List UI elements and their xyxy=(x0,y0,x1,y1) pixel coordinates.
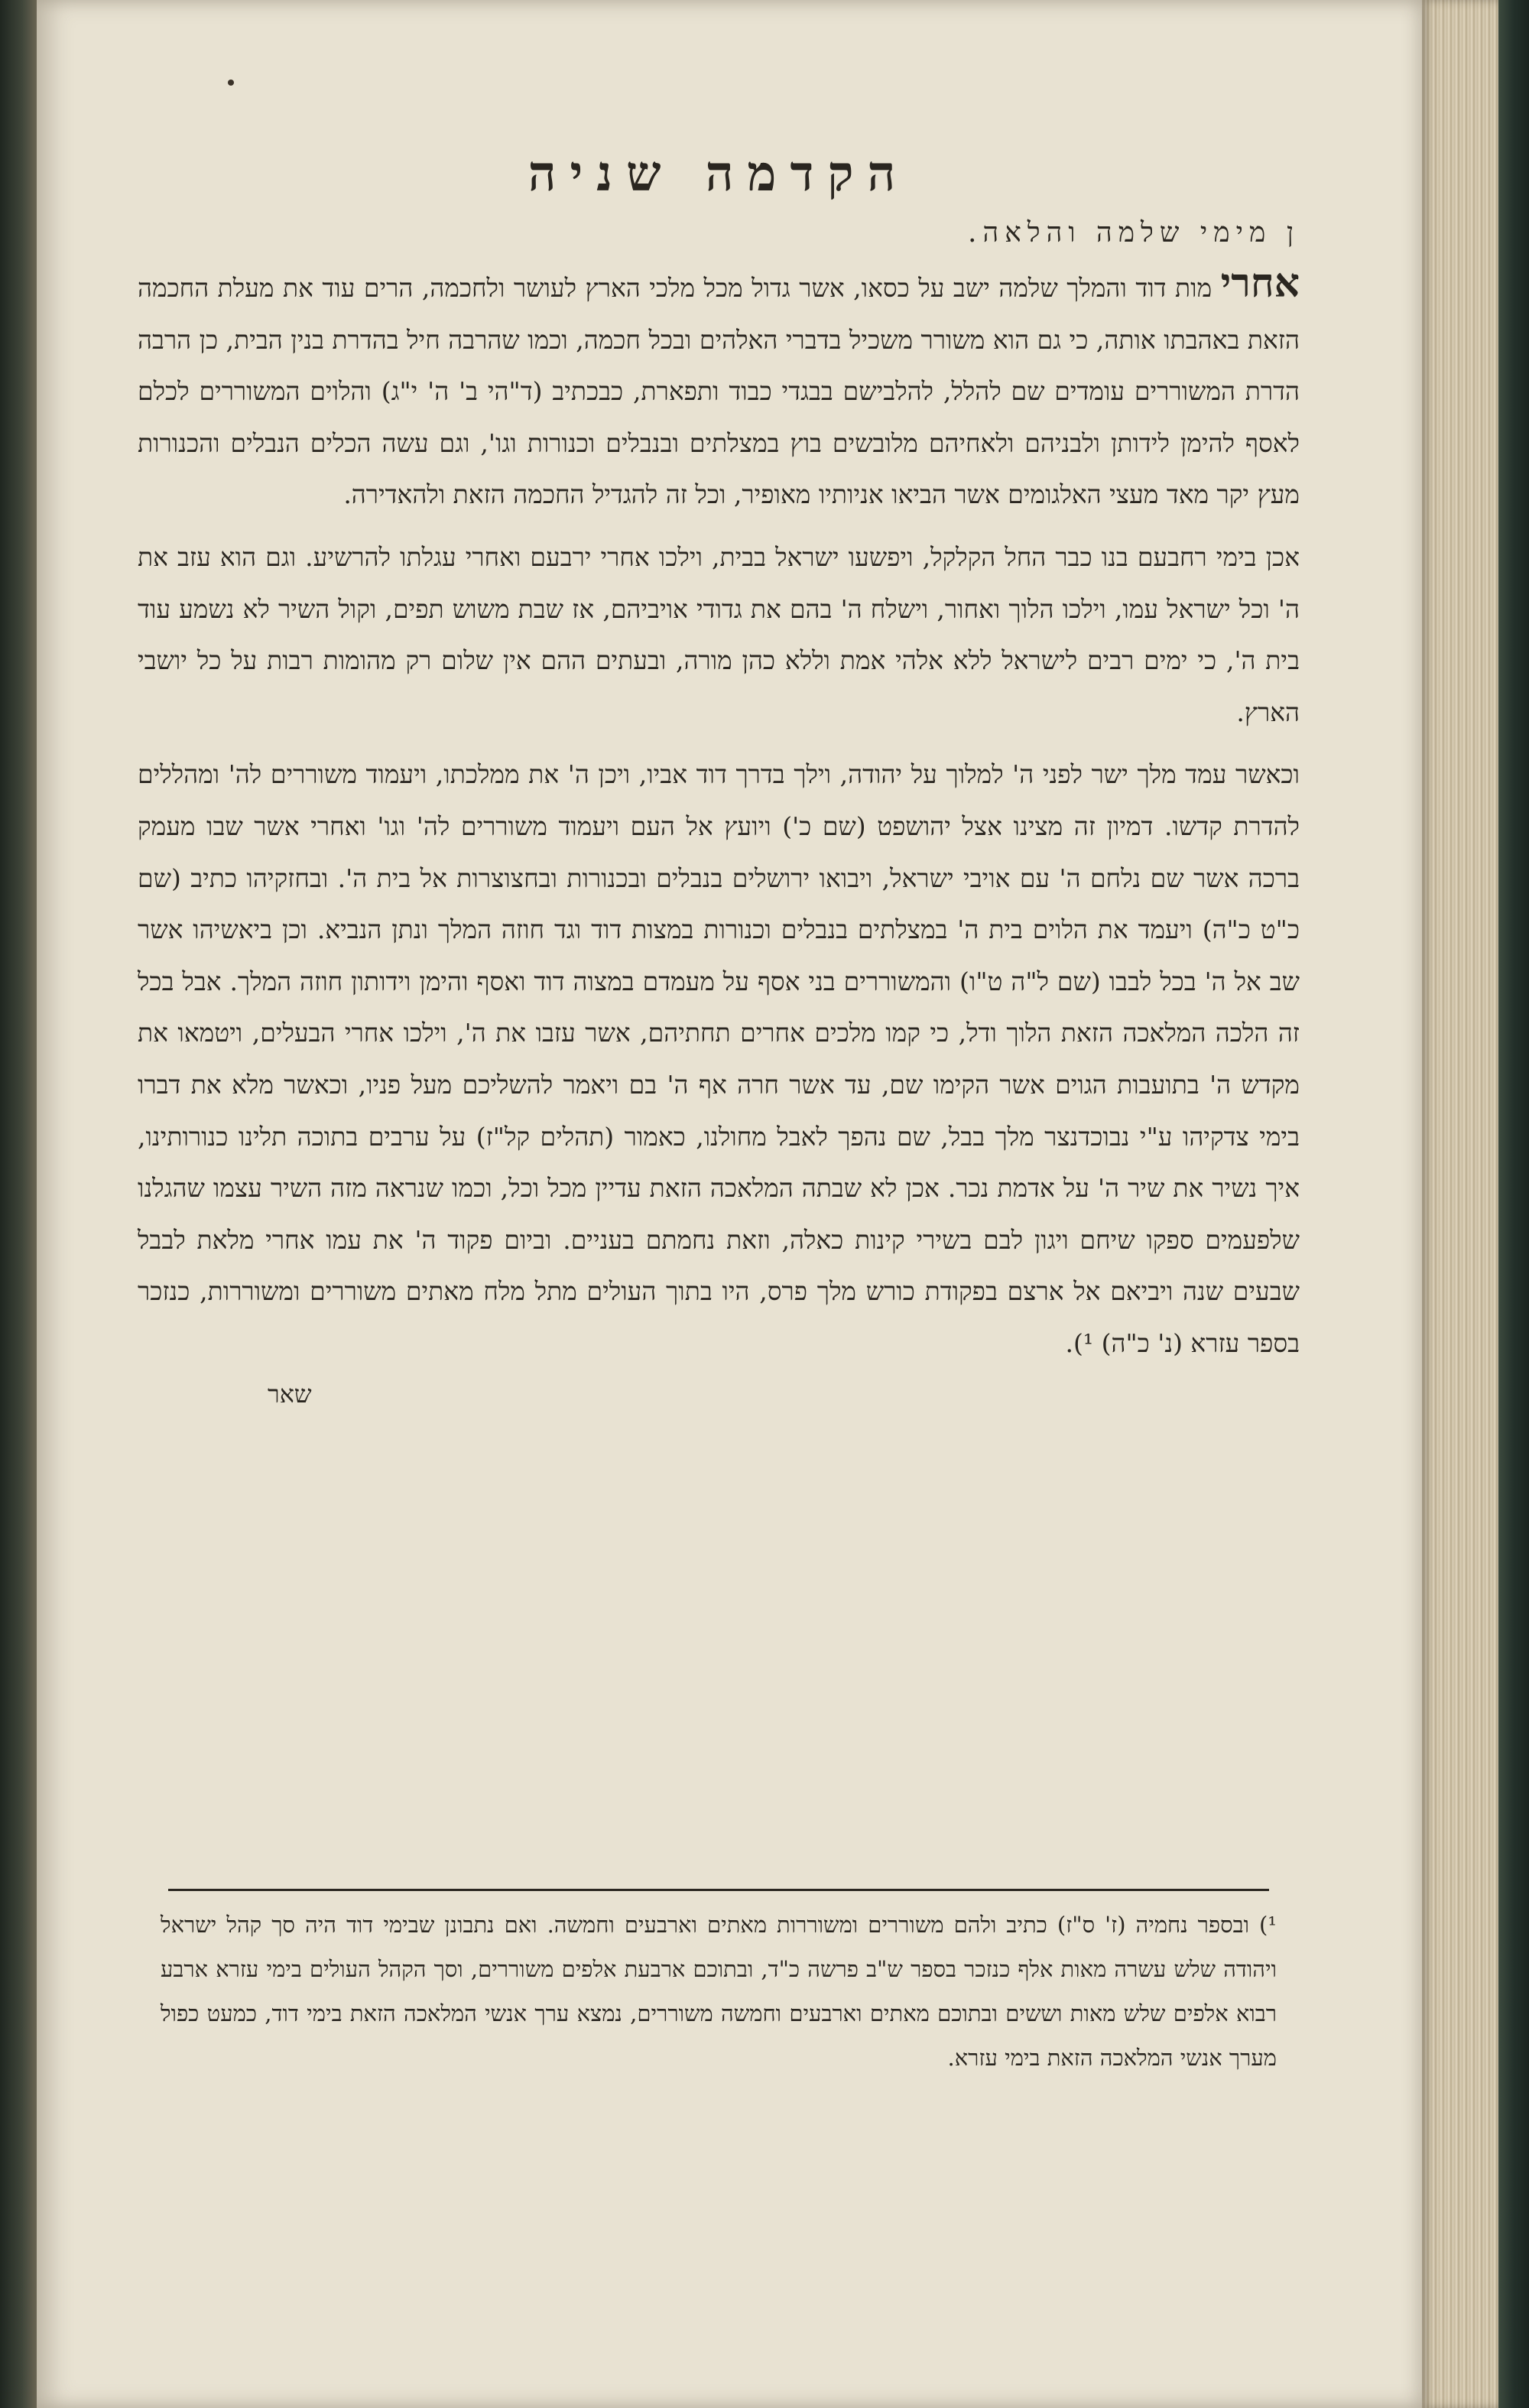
paragraph-3-text: וכאשר עמד מלך ישר לפני ה' למלוך על יהודה, וילך בדרך דוד אביו, ויכן ה' את ממלכתו, ויעמוד משוררים לה' ומהללים להדרת קדשו. דמיון זה מצינו אצל יהושפט (שם כ') ויועץ אל העם ויעמוד משוררים לה' וגו' ואחרי אשר שבו מעמק ברכה אשר שם נלחם ה' עם אויבי ישראל, ויבואו ירושלים בנבלים ובכנורות ובחצוצרות אל בית ה'. ובחזקיהו כתיב (שם כ"ט כ"ה) ויעמד את הלוים בית ה' במצלתים בנבלים וכנורות במצות דוד וגד חוזה המלך ונתן הנביא. וכן ביאשיהו אשר שב אל ה' בכל לבבו (שם ל"ה ט"ו) והמשוררים בני אסף על מעמדם במצוה דוד ואסף והימן וידותון חוזה המלך. אבל בכל זה הלכה המלאכה הזאת הלוך ודל, כי קמו מלכים אחרים תחתיהם, אשר עזבו את ה', וילכו אחרי הבעלים, ויטמאו את מקדש ה' בתועבות הגוים אשר הקימו שם, עד אשר חרה אף ה' בם ויאמר להשליכם מעל פניו, וכאשר מלא את דברו בימי צדקיהו ע"י נבוכדנצר מלך בבל, שם נהפך לאבל מחולנו, כאמור (תהלים קל"ז) על ערבים בתוכה תלינו כנורותינו, איך נשיר את שיר ה' על אדמת נכר. אכן לא שבתה המלאכה הזאת עדיין מכל וכל, וכמו שנראה מזה השיר עצמו שהגלנו שלפעמים ספקו שיחם ויגון לבם בשירי קינות כאלה, וזאת נחמתם בעניים. וביום פקוד ה' את עמו אחרי מלאת לבבל שבעים שנה ויביאם אל ארצם בפקודת כורש מלך פרס, היו בתוך העולים מתל מלח מאתים משוררים ומשוררות, כנזכר בספר עזרא (נ' כ"ה) ¹). xyxy=(138,759,1300,1358)
paragraph-2-text: אכן בימי רחבעם בנו כבר החל הקלקל, ויפשעו ישראל בבית, וילכו אחרי ירבעם ואחרי עגלתו להרשיע. וגם הוא עזב את ה' וכל ישראל עמו, וילכו הלוך ואחור, וישלח ה' בהם את גדודי אויביהם, אז שבת משוש תפים, וקול השיר לא נשמע עוד בית ה', כי ימים רבים לישראל ללא אלהי אמת וללא כהן מורה, ובעתים ההם אין שלום רק מהומות רבות על כל יושבי הארץ. xyxy=(138,541,1300,727)
section-subheading: ן מימי שלמה והלאה. xyxy=(968,217,1300,249)
page-heading: הקדמה שניה xyxy=(528,145,910,203)
left-page-edge xyxy=(0,0,37,2408)
paragraph-1 xyxy=(138,258,1300,521)
ink-dot xyxy=(228,80,234,86)
paragraph-1-lead-word: אחרי xyxy=(1220,260,1300,307)
cover-edge xyxy=(1498,0,1529,2408)
paragraph-3 xyxy=(138,749,1300,1369)
footnote-rule xyxy=(168,1889,1269,1891)
page-content xyxy=(138,145,1300,1425)
footnote: ¹) ובספר נחמיה (ז' ס"ז) כתיב ולהם משוררים ומשוררות מאתים וארבעים וחמשה. ואם נתבונן שבימי דוד היה סך קהל ישראל ויהודה שלש עשרה מאות אלף כנזכר בספר ש"ב פרשה כ"ד, ובתוכם ארבעת אלפים משוררים, וסך הקהל העולים בימי עזרא ארבע רבוא אלפים שלש מאות וששים ובתוכם מאתים וארבעים וחמשה משוררים, נמצא ערך אנשי המלאכה הזאת בימי דוד, כמעט כפול מערך אנשי המלאכה הזאת בימי עזרא. xyxy=(161,1912,1277,2071)
catchword: שאר xyxy=(268,1379,312,1409)
paragraph-2 xyxy=(138,531,1300,738)
page-stack-edge xyxy=(1422,0,1498,2408)
paragraph-1-text: מות דוד והמלך שלמה ישב על כסאו, אשר גדול מכל מלכי הארץ לעושר ולחכמה, הרים עוד את מעלת החכמה הזאת באהבתו אותה, כי גם הוא משורר משכיל בדברי האלהים ובכל חכמה, וכמו שהרבה חיל בהדרת בנין הבית, כן הרבה הדרת המשוררים עומדים שם להלל, להלבישם בבגדי כבוד ותפארת, כבכתיב (ד"הי ב' ה' י"ג) והלוים המשוררים לכלם לאסף להימן לידותן ולבניהם ולאחיהם מלובשים בוץ במצלתים ובנבלים וכנורות וגו', וגם עשה הכלים הנבלים והכנורות מעץ יקר מאד מעצי האלגומים אשר הביאו אניותיו מאופיר, וכל זה להגדיל החכמה הזאת ולהאדירה. xyxy=(138,273,1300,510)
